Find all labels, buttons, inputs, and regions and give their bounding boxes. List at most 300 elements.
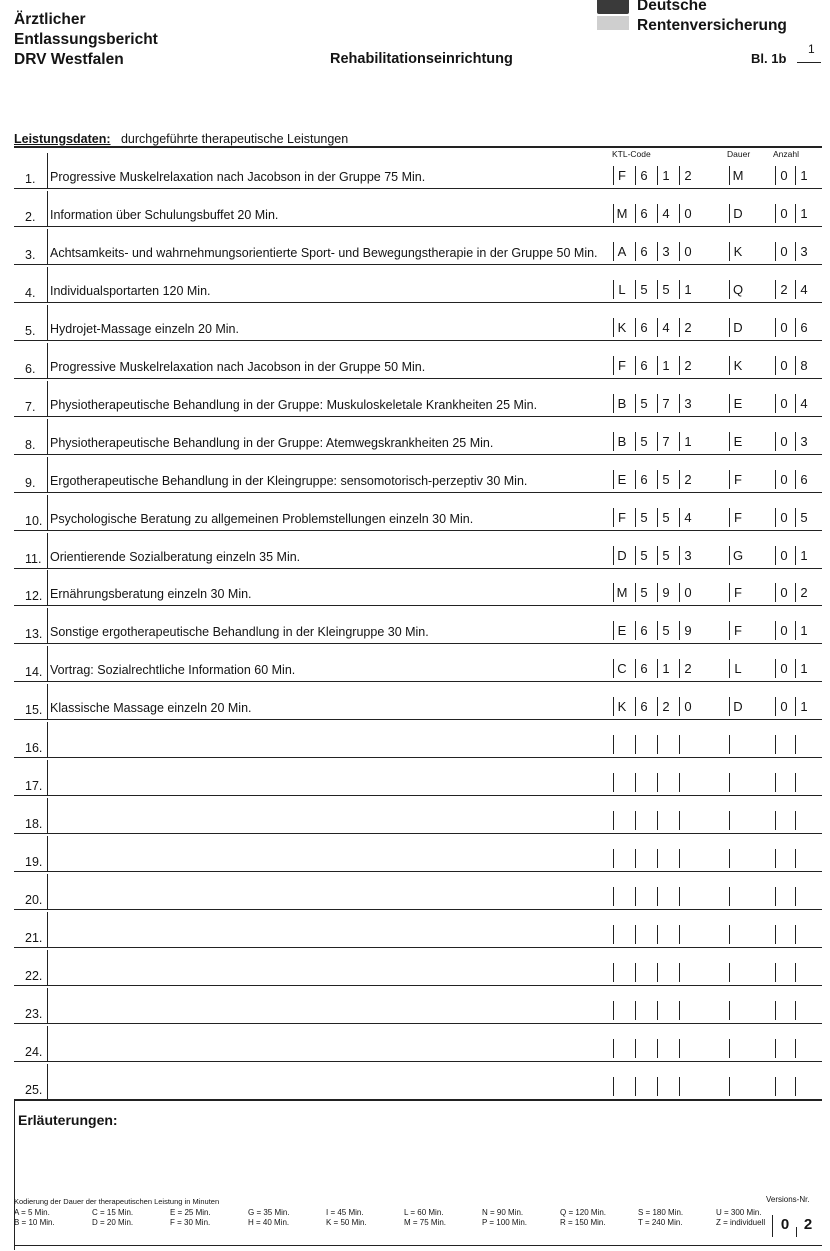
ktl-code-cell: 6	[636, 470, 652, 489]
table-row	[14, 303, 822, 341]
duration-cell: F	[730, 583, 746, 602]
service-description: Klassische Massage einzeln 20 Min.	[50, 701, 252, 716]
report-title	[14, 10, 158, 70]
legend-entry: A = 5 Min.	[14, 1208, 50, 1217]
ktl-code-cell: 6	[636, 204, 652, 223]
count-cell: 0	[776, 508, 792, 527]
row-separator	[47, 950, 48, 986]
ktl-code-cell	[636, 735, 652, 754]
duration-cell	[730, 887, 746, 906]
col-dauer: Dauer	[727, 149, 751, 159]
sheet-number: 1	[808, 42, 815, 56]
table-row	[14, 796, 822, 834]
service-description: Ernährungsberatung einzeln 30 Min.	[50, 587, 252, 602]
service-description: Information über Schulungsbuffet 20 Min.	[50, 207, 279, 222]
row-separator	[47, 608, 48, 644]
ktl-code-cell: F	[614, 166, 630, 185]
legend-entry: U = 300 Min.	[716, 1208, 762, 1217]
ktl-code-cell	[636, 811, 652, 830]
legend-line	[14, 1208, 794, 1218]
ktl-code-cell: 6	[636, 659, 652, 678]
ktl-code-cell	[658, 1077, 674, 1096]
ktl-code-cell: 1	[680, 432, 696, 451]
ktl-code-cell: 7	[658, 432, 674, 451]
ktl-code-cell: 6	[636, 621, 652, 640]
service-description: Progressive Muskelrelaxation nach Jacobson in der Gruppe 50 Min.	[50, 359, 426, 374]
legend-entry: C = 15 Min.	[92, 1208, 134, 1217]
count-cell: 0	[776, 318, 792, 337]
count-cell	[776, 811, 792, 830]
duration-cell	[730, 811, 746, 830]
row-separator	[47, 912, 48, 948]
legend-entry: I = 45 Min.	[326, 1208, 364, 1217]
service-description: Hydrojet-Massage einzeln 20 Min.	[50, 321, 239, 336]
ktl-code-cell: 1	[658, 166, 674, 185]
ktl-code-cell	[614, 811, 630, 830]
duration-cell: K	[730, 356, 746, 375]
legend-entry: E = 25 Min.	[170, 1208, 211, 1217]
service-description: Physiotherapeutische Behandlung in der Gruppe: Atemwegskrankheiten 25 Min.	[50, 435, 494, 450]
ktl-code-cell	[614, 963, 630, 982]
ktl-code-cell: F	[614, 356, 630, 375]
ktl-code-cell: 5	[658, 470, 674, 489]
count-cell: 1	[796, 166, 812, 185]
ktl-code-cell	[658, 1001, 674, 1020]
ktl-code-cell	[680, 887, 696, 906]
duration-cell: D	[730, 697, 746, 716]
ktl-code-cell	[680, 963, 696, 982]
ktl-code-cell: 0	[680, 242, 696, 261]
service-description: Achtsamkeits- und wahrnehmungsorientierte Sport- und Bewegungstherapie in der Gruppe 50 Min.	[50, 245, 598, 260]
duration-cell: G	[730, 546, 746, 565]
ktl-code-cell	[614, 773, 630, 792]
ktl-code-cell: 2	[680, 659, 696, 678]
table-row	[14, 493, 822, 531]
legend-entry: R = 150 Min.	[560, 1217, 606, 1227]
row-separator	[47, 419, 48, 455]
table-row	[14, 455, 822, 493]
row-separator	[47, 836, 48, 872]
count-cell: 0	[776, 432, 792, 451]
count-cell	[776, 773, 792, 792]
legend-entry: F = 30 Min.	[170, 1217, 211, 1227]
ktl-code-cell: 2	[680, 318, 696, 337]
count-cell: 6	[796, 470, 812, 489]
count-cell: 6	[796, 318, 812, 337]
row-separator	[47, 1064, 48, 1100]
table-row	[14, 568, 822, 606]
ktl-code-cell: K	[614, 318, 630, 337]
ktl-code-cell: E	[614, 621, 630, 640]
ktl-code-cell: 4	[658, 204, 674, 223]
service-description: Orientierende Sozialberatung einzeln 35 Min.	[50, 549, 301, 564]
count-cell: 1	[796, 697, 812, 716]
ktl-code-cell: 1	[658, 659, 674, 678]
row-number: 15.	[25, 703, 43, 718]
row-number: 14.	[25, 665, 43, 680]
count-cell	[796, 963, 812, 982]
ktl-code-cell: 9	[658, 583, 674, 602]
row-number: 13.	[25, 627, 43, 642]
section-subtitle: durchgeführte therapeutische Leistungen	[120, 132, 349, 146]
ktl-code-cell	[636, 773, 652, 792]
table-row	[14, 341, 822, 379]
table-row	[14, 834, 822, 872]
ktl-code-cell: 5	[636, 432, 652, 451]
table-row	[14, 986, 822, 1024]
ktl-code-cell: 0	[680, 697, 696, 716]
service-description: Sonstige ergotherapeutische Behandlung in der Kleingruppe 30 Min.	[50, 625, 429, 640]
row-separator	[47, 533, 48, 569]
table-row	[14, 720, 822, 758]
ktl-code-cell: 4	[658, 318, 674, 337]
ktl-code-cell	[636, 1039, 652, 1058]
brand-name	[637, 0, 787, 36]
count-cell: 0	[776, 204, 792, 223]
ktl-code-cell: 6	[636, 242, 652, 261]
ktl-code-cell: C	[614, 659, 630, 678]
col-anzahl: Anzahl	[773, 149, 799, 159]
legend-entry: L = 60 Min.	[404, 1208, 444, 1217]
service-description: Physiotherapeutische Behandlung in der Gruppe: Muskuloskeletale Krankheiten 25 Min.	[50, 397, 538, 412]
duration-cell: F	[730, 508, 746, 527]
brand-line-2: Rentenversicherung	[637, 17, 787, 34]
count-cell: 0	[776, 546, 792, 565]
ktl-code-cell: 0	[680, 204, 696, 223]
ktl-code-cell: F	[614, 508, 630, 527]
sheet-number-line	[797, 62, 821, 63]
service-description: Progressive Muskelrelaxation nach Jacobson in der Gruppe 75 Min.	[50, 170, 426, 184]
duration-cell: E	[730, 394, 746, 413]
count-cell	[776, 1001, 792, 1020]
row-separator	[47, 760, 48, 796]
ktl-code-cell	[658, 849, 674, 868]
row-number: 2.	[25, 209, 36, 224]
ktl-code-cell: B	[614, 394, 630, 413]
duration-cell	[730, 1039, 746, 1058]
ktl-code-cell	[680, 773, 696, 792]
row-separator	[47, 343, 48, 379]
row-separator	[47, 267, 48, 303]
count-cell	[796, 1077, 812, 1096]
ktl-code-cell: 9	[680, 621, 696, 640]
ktl-code-cell: E	[614, 470, 630, 489]
ktl-code-cell: 3	[658, 242, 674, 261]
section-heading	[14, 132, 348, 146]
ktl-code-cell	[636, 1001, 652, 1020]
ktl-code-cell	[614, 849, 630, 868]
legend-entry: N = 90 Min.	[482, 1208, 524, 1217]
count-cell: 1	[796, 659, 812, 678]
row-number: 25.	[25, 1082, 43, 1097]
row-number: 1.	[25, 172, 36, 186]
table-top-rule	[14, 146, 822, 148]
table-row	[14, 227, 822, 265]
version-divider	[796, 1227, 797, 1237]
count-cell: 4	[796, 394, 812, 413]
ktl-code-cell: 5	[636, 508, 652, 527]
ktl-code-cell: 0	[680, 583, 696, 602]
section-label: Leistungsdaten:	[14, 132, 111, 146]
duration-cell: D	[730, 204, 746, 223]
count-cell: 0	[776, 697, 792, 716]
duration-cell	[730, 1077, 746, 1096]
row-number: 5.	[25, 323, 36, 338]
row-separator	[47, 229, 48, 265]
duration-cell	[730, 849, 746, 868]
drv-logo-icon	[597, 0, 629, 14]
row-separator	[47, 191, 48, 227]
ktl-code-cell: M	[614, 204, 630, 223]
ktl-code-cell: 1	[658, 356, 674, 375]
count-cell	[796, 925, 812, 944]
count-cell	[796, 1001, 812, 1020]
legend-entry: K = 50 Min.	[326, 1217, 367, 1227]
duration-cell	[730, 1001, 746, 1020]
row-separator	[47, 381, 48, 417]
duration-cell: D	[730, 318, 746, 337]
table-row	[14, 531, 822, 569]
duration-cell: M	[730, 166, 746, 185]
row-number: 24.	[25, 1044, 43, 1059]
ktl-code-cell	[614, 1077, 630, 1096]
row-separator	[47, 495, 48, 531]
ktl-code-cell: 3	[680, 394, 696, 413]
title-line-1: Ärztlicher	[14, 11, 86, 28]
ktl-code-cell: 6	[636, 318, 652, 337]
notes-top-rule	[14, 1100, 822, 1101]
ktl-code-cell	[680, 1039, 696, 1058]
count-cell: 0	[776, 166, 792, 185]
legend-line	[14, 1218, 794, 1228]
count-cell	[776, 925, 792, 944]
ktl-code-cell	[614, 735, 630, 754]
ktl-code-cell: A	[614, 242, 630, 261]
ktl-code-cell: D	[614, 546, 630, 565]
col-ktl-code: KTL-Code	[612, 149, 651, 159]
count-cell: 0	[776, 470, 792, 489]
legend-entry: H = 40 Min.	[248, 1217, 290, 1227]
table-row	[14, 379, 822, 417]
ktl-code-cell	[680, 811, 696, 830]
duration-cell	[730, 963, 746, 982]
row-number: 23.	[25, 1006, 43, 1021]
row-number: 20.	[25, 893, 43, 908]
count-cell	[796, 773, 812, 792]
table-row	[14, 1062, 822, 1100]
ktl-code-cell: 5	[658, 280, 674, 299]
count-cell: 0	[776, 583, 792, 602]
ktl-code-cell: 5	[636, 280, 652, 299]
duration-legend	[14, 1208, 794, 1227]
ktl-code-cell: 2	[680, 166, 696, 185]
legend-entry: P = 100 Min.	[482, 1217, 527, 1227]
row-separator	[47, 684, 48, 720]
row-separator	[47, 722, 48, 758]
count-cell: 5	[796, 508, 812, 527]
ktl-code-cell: 6	[636, 697, 652, 716]
service-description: Psychologische Beratung zu allgemeinen Problemstellungen einzeln 30 Min.	[50, 511, 474, 526]
title-line-2: Entlassungsbericht	[14, 31, 158, 48]
ktl-code-cell: 2	[658, 697, 674, 716]
row-number: 10.	[25, 513, 43, 528]
service-description: Vortrag: Sozialrechtliche Information 60 Min.	[50, 663, 296, 678]
ktl-code-cell: 5	[636, 394, 652, 413]
count-cell	[776, 1077, 792, 1096]
row-separator	[47, 646, 48, 682]
ktl-code-cell	[636, 849, 652, 868]
duration-cell: E	[730, 432, 746, 451]
table-row	[14, 682, 822, 720]
ktl-code-cell: 5	[658, 546, 674, 565]
version-divider	[772, 1215, 773, 1237]
ktl-code-cell: 3	[680, 546, 696, 565]
service-description: Individualsportarten 120 Min.	[50, 283, 211, 298]
ktl-code-cell: K	[614, 697, 630, 716]
ktl-code-cell	[658, 887, 674, 906]
duration-cell	[730, 773, 746, 792]
legend-entry: D = 20 Min.	[92, 1217, 134, 1227]
row-number: 9.	[25, 475, 36, 490]
row-number: 4.	[25, 285, 36, 300]
count-cell: 0	[776, 394, 792, 413]
ktl-code-cell	[658, 1039, 674, 1058]
drv-logo-shadow	[597, 16, 629, 30]
ktl-code-cell: 6	[636, 356, 652, 375]
ktl-code-cell: L	[614, 280, 630, 299]
count-cell: 0	[776, 659, 792, 678]
count-cell: 4	[796, 280, 812, 299]
count-cell: 2	[776, 280, 792, 299]
ktl-code-cell: 4	[680, 508, 696, 527]
ktl-code-cell	[658, 773, 674, 792]
count-cell	[776, 963, 792, 982]
ktl-code-cell	[680, 925, 696, 944]
ktl-code-cell	[636, 1077, 652, 1096]
table-row	[14, 151, 822, 189]
table-row	[14, 265, 822, 303]
table-row	[14, 417, 822, 455]
ktl-code-cell: 5	[658, 508, 674, 527]
ktl-code-cell	[614, 1001, 630, 1020]
count-cell: 0	[776, 242, 792, 261]
row-separator	[47, 874, 48, 910]
count-cell	[776, 887, 792, 906]
row-number: 3.	[25, 247, 36, 262]
duration-cell	[730, 925, 746, 944]
version-digit-1: 0	[780, 1216, 790, 1233]
notes-left-rule	[14, 1100, 15, 1250]
row-number: 12.	[25, 589, 43, 604]
legend-entry: S = 180 Min.	[638, 1208, 684, 1217]
ktl-code-cell: 1	[680, 280, 696, 299]
sheet-label: Bl. 1b	[751, 51, 787, 66]
ktl-code-cell: 5	[658, 621, 674, 640]
ktl-code-cell	[680, 849, 696, 868]
ktl-code-cell: M	[614, 583, 630, 602]
ktl-code-cell	[614, 1039, 630, 1058]
version-label: Versions-Nr.	[766, 1195, 810, 1204]
ktl-code-cell	[636, 925, 652, 944]
table-row	[14, 1024, 822, 1062]
version-number	[772, 1213, 822, 1237]
row-number: 11.	[25, 551, 42, 566]
count-cell	[796, 1039, 812, 1058]
service-description: Ergotherapeutische Behandlung in der Kleingruppe: sensomotorisch-perzeptiv 30 Min.	[50, 473, 528, 488]
legend-title: Kodierung der Dauer der therapeutischen Leistung in Minuten	[14, 1197, 220, 1206]
ktl-code-cell: 7	[658, 394, 674, 413]
count-cell: 0	[776, 621, 792, 640]
notes-heading: Erläuterungen:	[18, 1112, 118, 1128]
row-separator	[47, 153, 48, 189]
row-number: 19.	[25, 855, 43, 870]
ktl-code-cell	[658, 963, 674, 982]
row-separator	[47, 988, 48, 1024]
ktl-code-cell	[658, 735, 674, 754]
duration-cell: Q	[730, 280, 746, 299]
ktl-code-cell	[658, 925, 674, 944]
table-row	[14, 948, 822, 986]
legend-entry: G = 35 Min.	[248, 1208, 290, 1217]
row-number: 21.	[25, 931, 43, 945]
ktl-code-cell	[636, 963, 652, 982]
ktl-code-cell	[614, 925, 630, 944]
brand-line-1: Deutsche	[637, 0, 707, 14]
ktl-code-cell: 2	[680, 470, 696, 489]
ktl-code-cell	[636, 887, 652, 906]
count-cell	[796, 887, 812, 906]
ktl-code-cell: 2	[680, 356, 696, 375]
ktl-code-cell	[658, 811, 674, 830]
notes-bottom-rule	[14, 1245, 822, 1246]
row-number: 7.	[25, 399, 36, 414]
duration-cell: F	[730, 470, 746, 489]
row-number: 18.	[25, 817, 43, 832]
count-cell	[776, 1039, 792, 1058]
ktl-code-cell	[680, 1001, 696, 1020]
duration-cell	[730, 735, 746, 754]
legend-entry: Z = individuell	[716, 1217, 766, 1227]
table-row	[14, 758, 822, 796]
ktl-code-cell: B	[614, 432, 630, 451]
count-cell	[776, 735, 792, 754]
ktl-code-cell: 5	[636, 583, 652, 602]
count-cell	[796, 849, 812, 868]
ktl-code-cell	[614, 887, 630, 906]
legend-entry: T = 240 Min.	[638, 1217, 683, 1227]
row-separator	[47, 1026, 48, 1062]
ktl-code-cell	[680, 1077, 696, 1096]
row-number: 22.	[25, 968, 43, 983]
ktl-code-cell: 6	[636, 166, 652, 185]
legend-entry: B = 10 Min.	[14, 1217, 55, 1227]
count-cell: 1	[796, 621, 812, 640]
row-separator	[47, 570, 48, 606]
row-separator	[47, 305, 48, 341]
duration-cell: K	[730, 242, 746, 261]
table-row	[14, 910, 822, 948]
count-cell	[796, 735, 812, 754]
row-separator	[47, 457, 48, 493]
count-cell: 1	[796, 546, 812, 565]
version-digit-2: 2	[803, 1216, 813, 1233]
count-cell: 2	[796, 583, 812, 602]
row-number: 8.	[25, 437, 36, 452]
count-cell: 1	[796, 204, 812, 223]
duration-cell: L	[730, 659, 746, 678]
ktl-code-cell: 5	[636, 546, 652, 565]
legend-entry: Q = 120 Min.	[560, 1208, 607, 1217]
